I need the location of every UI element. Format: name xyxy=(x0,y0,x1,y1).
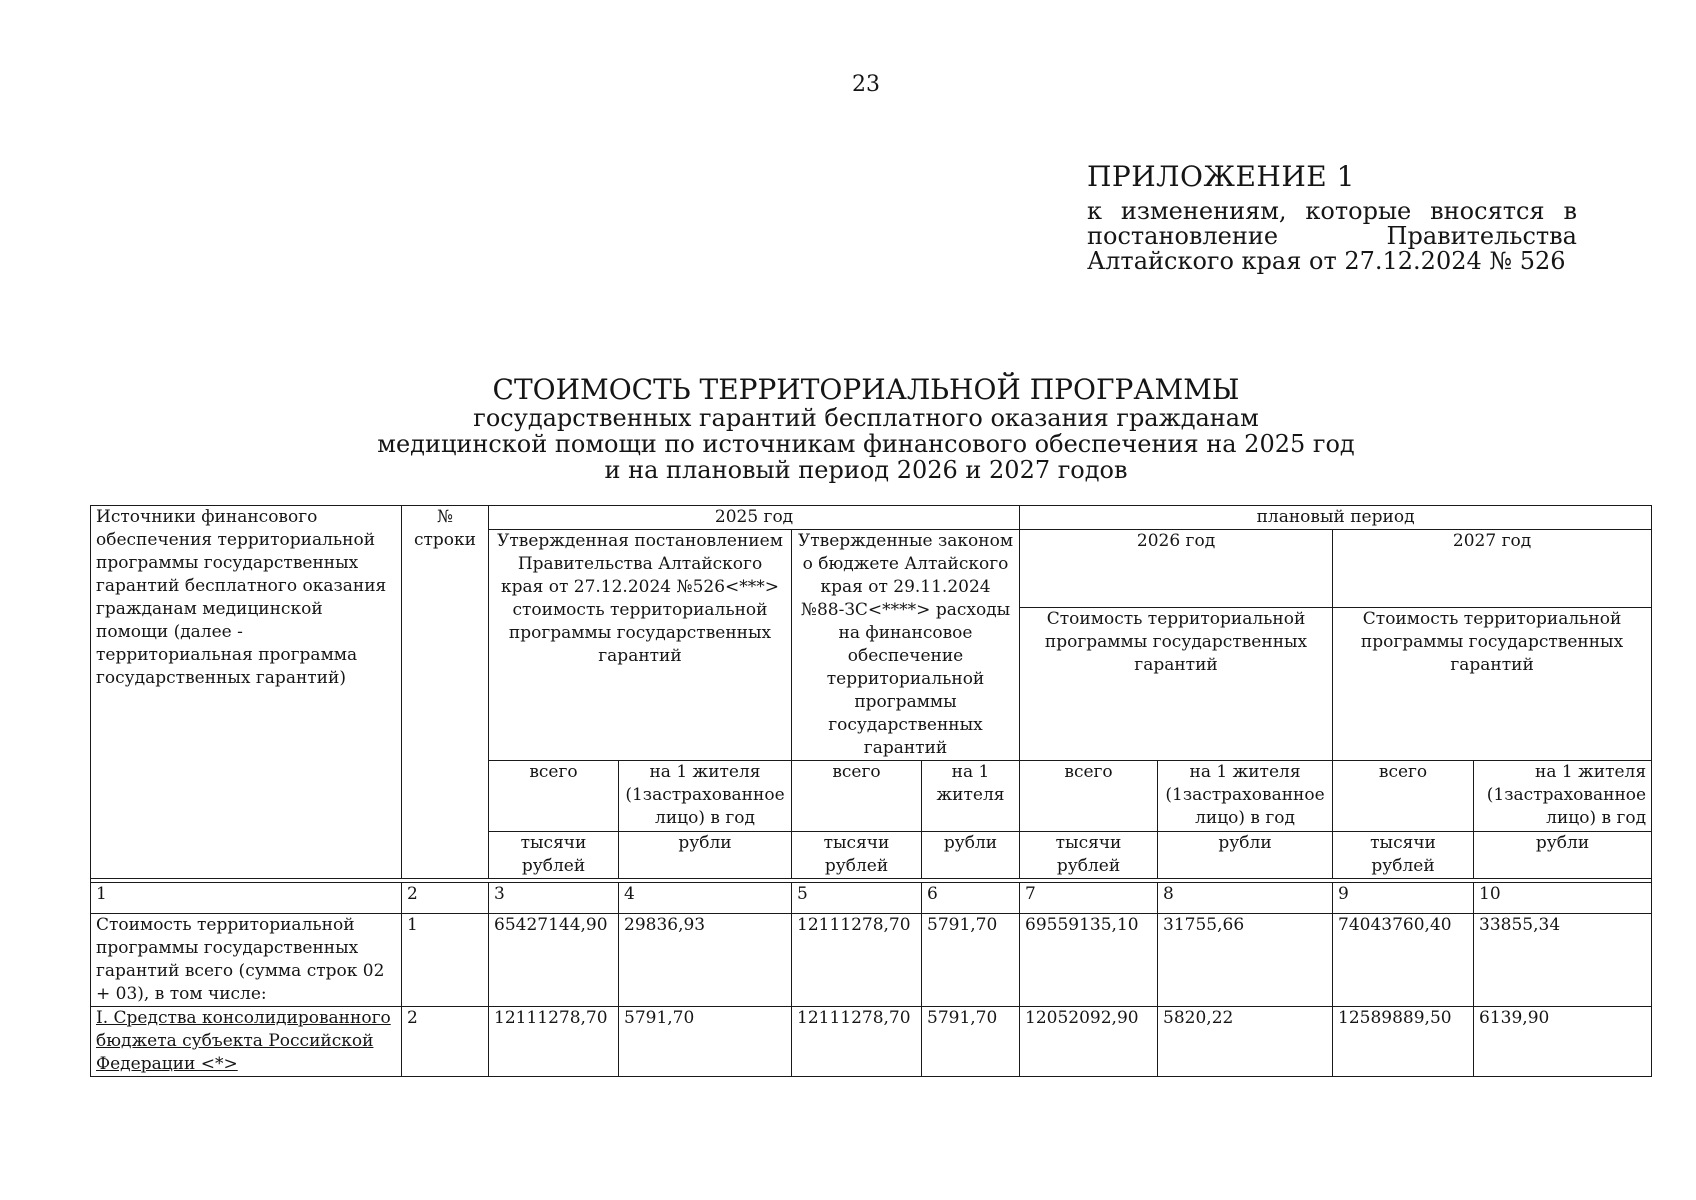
title-line-3: медицинской помощи по источникам финансового обеспечения на 2025 год xyxy=(377,430,1355,458)
title-line-2: государственных гарантий бесплатного оказания гражданам xyxy=(473,404,1259,432)
table-row xyxy=(91,1007,1652,1077)
column-number: 4 xyxy=(619,883,792,914)
cell-value: 65427144,90 xyxy=(489,914,619,1007)
header-per-resident-1: на 1 жителя (1застрахованное лицо) в год xyxy=(619,761,792,832)
column-number: 8 xyxy=(1158,883,1333,914)
document-title xyxy=(0,375,1696,483)
header-sources: Источники финансового обеспечения территориальной программы государственных гарантий бесплатного оказания гражданам медицинской помощи (далее - территориальная программа государственных гарантий) xyxy=(91,506,402,879)
cell-value: 5820,22 xyxy=(1158,1007,1333,1077)
column-number: 2 xyxy=(402,883,489,914)
cell-value: 33855,34 xyxy=(1474,914,1652,1007)
header-per-resident-4: на 1 жителя (1застрахованное лицо) в год xyxy=(1474,761,1652,832)
cell-value: 6139,90 xyxy=(1474,1007,1652,1077)
column-number: 9 xyxy=(1333,883,1474,914)
header-total-1: всего xyxy=(489,761,619,832)
header-cost-2026: Стоимость территориальной программы государственных гарантий xyxy=(1020,608,1333,761)
header-total-2: всего xyxy=(792,761,922,832)
header-year-2025: 2025 год xyxy=(489,506,1020,530)
header-unit-5: тысячи рублей xyxy=(1020,832,1158,879)
row-label: Стоимость территориальной программы государственных гарантий всего (сумма строк 02 + 03), в том числе: xyxy=(91,914,402,1007)
header-total-4: всего xyxy=(1333,761,1474,832)
header-planned-period: плановый период xyxy=(1020,506,1652,530)
cell-value: 12111278,70 xyxy=(792,1007,922,1077)
header-unit-6: рубли xyxy=(1158,832,1333,879)
header-per-resident-3: на 1 жителя (1застрахованное лицо) в год xyxy=(1158,761,1333,832)
header-approved-law: Утвержденные законом о бюджете Алтайского края от 29.11.2024 №88-ЗС<****> расходы на финансовое обеспечение территориальной программы государственных гарантий xyxy=(792,530,1020,761)
page-number: 23 xyxy=(852,72,880,97)
column-number: 10 xyxy=(1474,883,1652,914)
cell-value: 29836,93 xyxy=(619,914,792,1007)
column-number: 1 xyxy=(91,883,402,914)
appendix-text: к изменениям, которые вносятся в постановление Правительства Алтайского края от 27.12.2024 № 526 xyxy=(1087,197,1577,275)
column-number: 7 xyxy=(1020,883,1158,914)
cell-value: 74043760,40 xyxy=(1333,914,1474,1007)
title-line-4: и на плановый период 2026 и 2027 годов xyxy=(604,456,1128,484)
header-per-resident-2: на 1 жителя xyxy=(922,761,1020,832)
header-unit-2: рубли xyxy=(619,832,792,879)
column-numbers-row xyxy=(91,883,1652,914)
row-label: I. Средства консолидированного бюджета субъекта Российской Федерации <*> xyxy=(91,1007,402,1077)
column-number: 6 xyxy=(922,883,1020,914)
column-number: 3 xyxy=(489,883,619,914)
cell-value: 69559135,10 xyxy=(1020,914,1158,1007)
header-year-2026: 2026 год xyxy=(1020,530,1333,608)
header-unit-4: рубли xyxy=(922,832,1020,879)
header-unit-8: рубли xyxy=(1474,832,1652,879)
column-number: 5 xyxy=(792,883,922,914)
cell-value: 12111278,70 xyxy=(792,914,922,1007)
title-line-1: СТОИМОСТЬ ТЕРРИТОРИАЛЬНОЙ ПРОГРАММЫ xyxy=(492,373,1240,406)
header-cost-2027: Стоимость территориальной программы государственных гарантий xyxy=(1333,608,1652,761)
table-row xyxy=(91,914,1652,1007)
appendix-block xyxy=(1087,160,1577,274)
row-number: 2 xyxy=(402,1007,489,1077)
header-unit-7: тысячи рублей xyxy=(1333,832,1474,879)
header-row-no: № строки xyxy=(402,506,489,879)
cost-table xyxy=(90,505,1652,1077)
appendix-title: ПРИЛОЖЕНИЕ 1 xyxy=(1087,160,1355,193)
row-number: 1 xyxy=(402,914,489,1007)
header-unit-1: тысячи рублей xyxy=(489,832,619,879)
cell-value: 12589889,50 xyxy=(1333,1007,1474,1077)
cell-value: 5791,70 xyxy=(922,1007,1020,1077)
header-unit-3: тысячи рублей xyxy=(792,832,922,879)
cell-value: 5791,70 xyxy=(922,914,1020,1007)
cell-value: 31755,66 xyxy=(1158,914,1333,1007)
cell-value: 12052092,90 xyxy=(1020,1007,1158,1077)
cell-value: 12111278,70 xyxy=(489,1007,619,1077)
header-total-3: всего xyxy=(1020,761,1158,832)
header-row-1 xyxy=(91,506,1652,530)
cell-value: 5791,70 xyxy=(619,1007,792,1077)
header-year-2027: 2027 год xyxy=(1333,530,1652,608)
header-approved-gov: Утвержденная постановлением Правительства Алтайского края от 27.12.2024 №526<***> стоимость территориальной программы государственных гарантий xyxy=(489,530,792,761)
